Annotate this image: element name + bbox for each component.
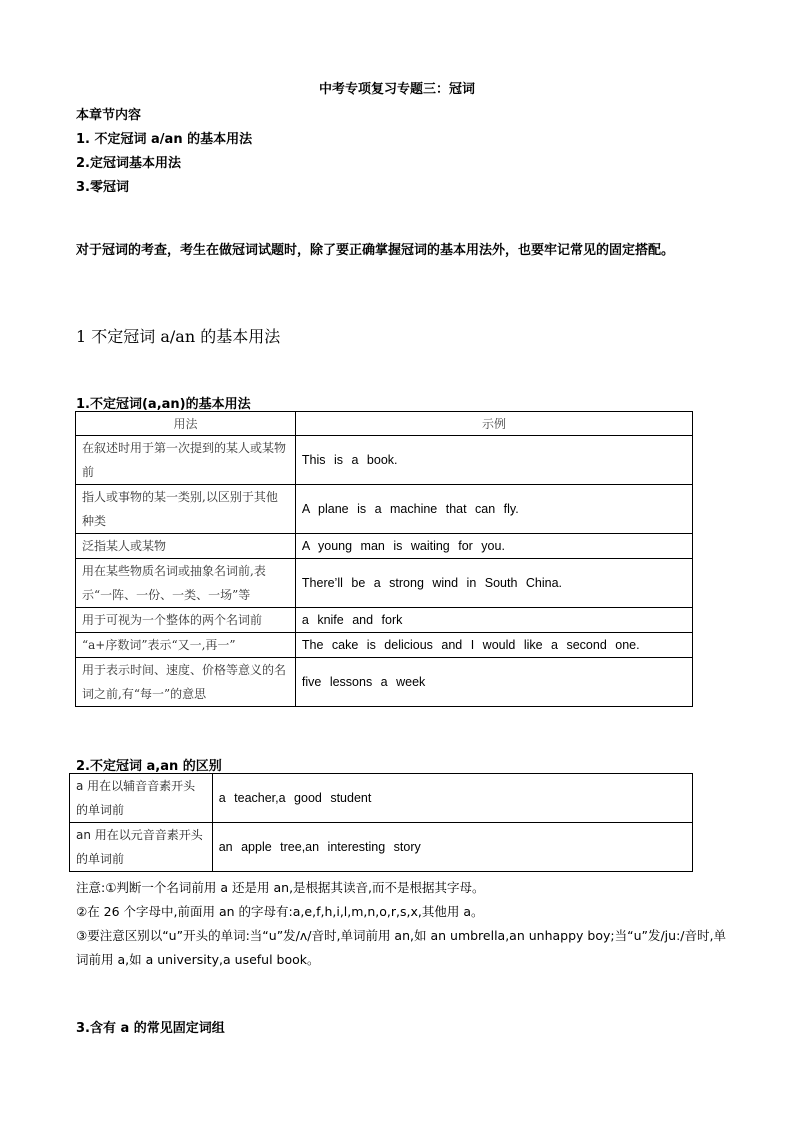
usage-cell: 用于可视为一个整体的两个名词前 <box>76 608 296 633</box>
example-cell: a knife and fork <box>295 608 692 633</box>
table-row <box>76 485 693 534</box>
table-2-caption: 2.不定冠词 a,an 的区别 <box>76 759 222 774</box>
example-cell: A plane is a machine that can fly. <box>295 485 692 534</box>
note-2: ②在 26 个字母中,前面用 an 的字母有:a,e,f,h,i,l,m,n,o,r,s,x,其他用 a。 <box>76 904 484 919</box>
usage-cell: 用于表示时间、速度、价格等意义的名词之前,有“每一”的意思 <box>76 658 296 707</box>
contents-heading: 本章节内容 <box>76 108 142 123</box>
usage-cell: a 用在以辅音音素开头的单词前 <box>70 774 213 823</box>
a-an-difference-table <box>69 773 693 872</box>
table-row <box>76 436 693 485</box>
header-example: 示例 <box>295 412 692 436</box>
example-cell: A young man is waiting for you. <box>295 534 692 559</box>
usage-cell: 泛指某人或某物 <box>76 534 296 559</box>
usage-cell: “a+序数词”表示“又一,再一” <box>76 633 296 658</box>
example-cell: There’ll be a strong wind in South China. <box>295 559 692 608</box>
table-header-row <box>76 412 693 436</box>
usage-cell: 在叙述时用于第一次提到的某人或某物前 <box>76 436 296 485</box>
section-1-heading: 1 不定冠词 a/an 的基本用法 <box>76 327 281 346</box>
notes-block <box>76 876 726 972</box>
table-row <box>76 534 693 559</box>
contents-item-3: 3.零冠词 <box>76 180 129 195</box>
table-row <box>76 608 693 633</box>
section-3-heading: 3.含有 a 的常见固定词组 <box>76 1021 225 1036</box>
table-row <box>76 658 693 707</box>
page-title: 中考专项复习专题三：冠词 <box>318 82 475 97</box>
table-row <box>76 559 693 608</box>
usage-table <box>75 411 693 707</box>
contents-item-1: 1. 不定冠词 a/an 的基本用法 <box>76 132 253 147</box>
example-cell: five lessons a week <box>295 658 692 707</box>
note-3: ③要注意区别以“u”开头的单词:当“u”发/ʌ/音时,单词前用 an,如 an umbrella,an unhappy boy;当“u”发/ju:/音时,单词前用 a,如 a university,a useful book。 <box>76 928 726 967</box>
contents-item-2: 2.定冠词基本用法 <box>76 156 181 171</box>
intro-paragraph: 对于冠词的考查，考生在做冠词试题时，除了要正确掌握冠词的基本用法外，也要牢记常见的固定搭配。 <box>76 243 675 258</box>
example-cell: This is a book. <box>295 436 692 485</box>
table-row <box>70 823 693 872</box>
table-row <box>70 774 693 823</box>
example-cell: The cake is delicious and I would like a second one. <box>295 633 692 658</box>
table-row <box>76 633 693 658</box>
example-cell: a teacher,a good student <box>212 774 692 823</box>
usage-cell: an 用在以元音音素开头的单词前 <box>70 823 213 872</box>
usage-cell: 用在某些物质名词或抽象名词前,表示“一阵、一份、一类、一场”等 <box>76 559 296 608</box>
header-usage: 用法 <box>76 412 296 436</box>
usage-cell: 指人或事物的某一类别,以区别于其他种类 <box>76 485 296 534</box>
example-cell: an apple tree,an interesting story <box>212 823 692 872</box>
table-1-caption: 1.不定冠词(a,an)的基本用法 <box>76 397 251 412</box>
note-1: 注意:①判断一个名词前用 a 还是用 an,是根据其读音,而不是根据其字母。 <box>76 880 485 895</box>
